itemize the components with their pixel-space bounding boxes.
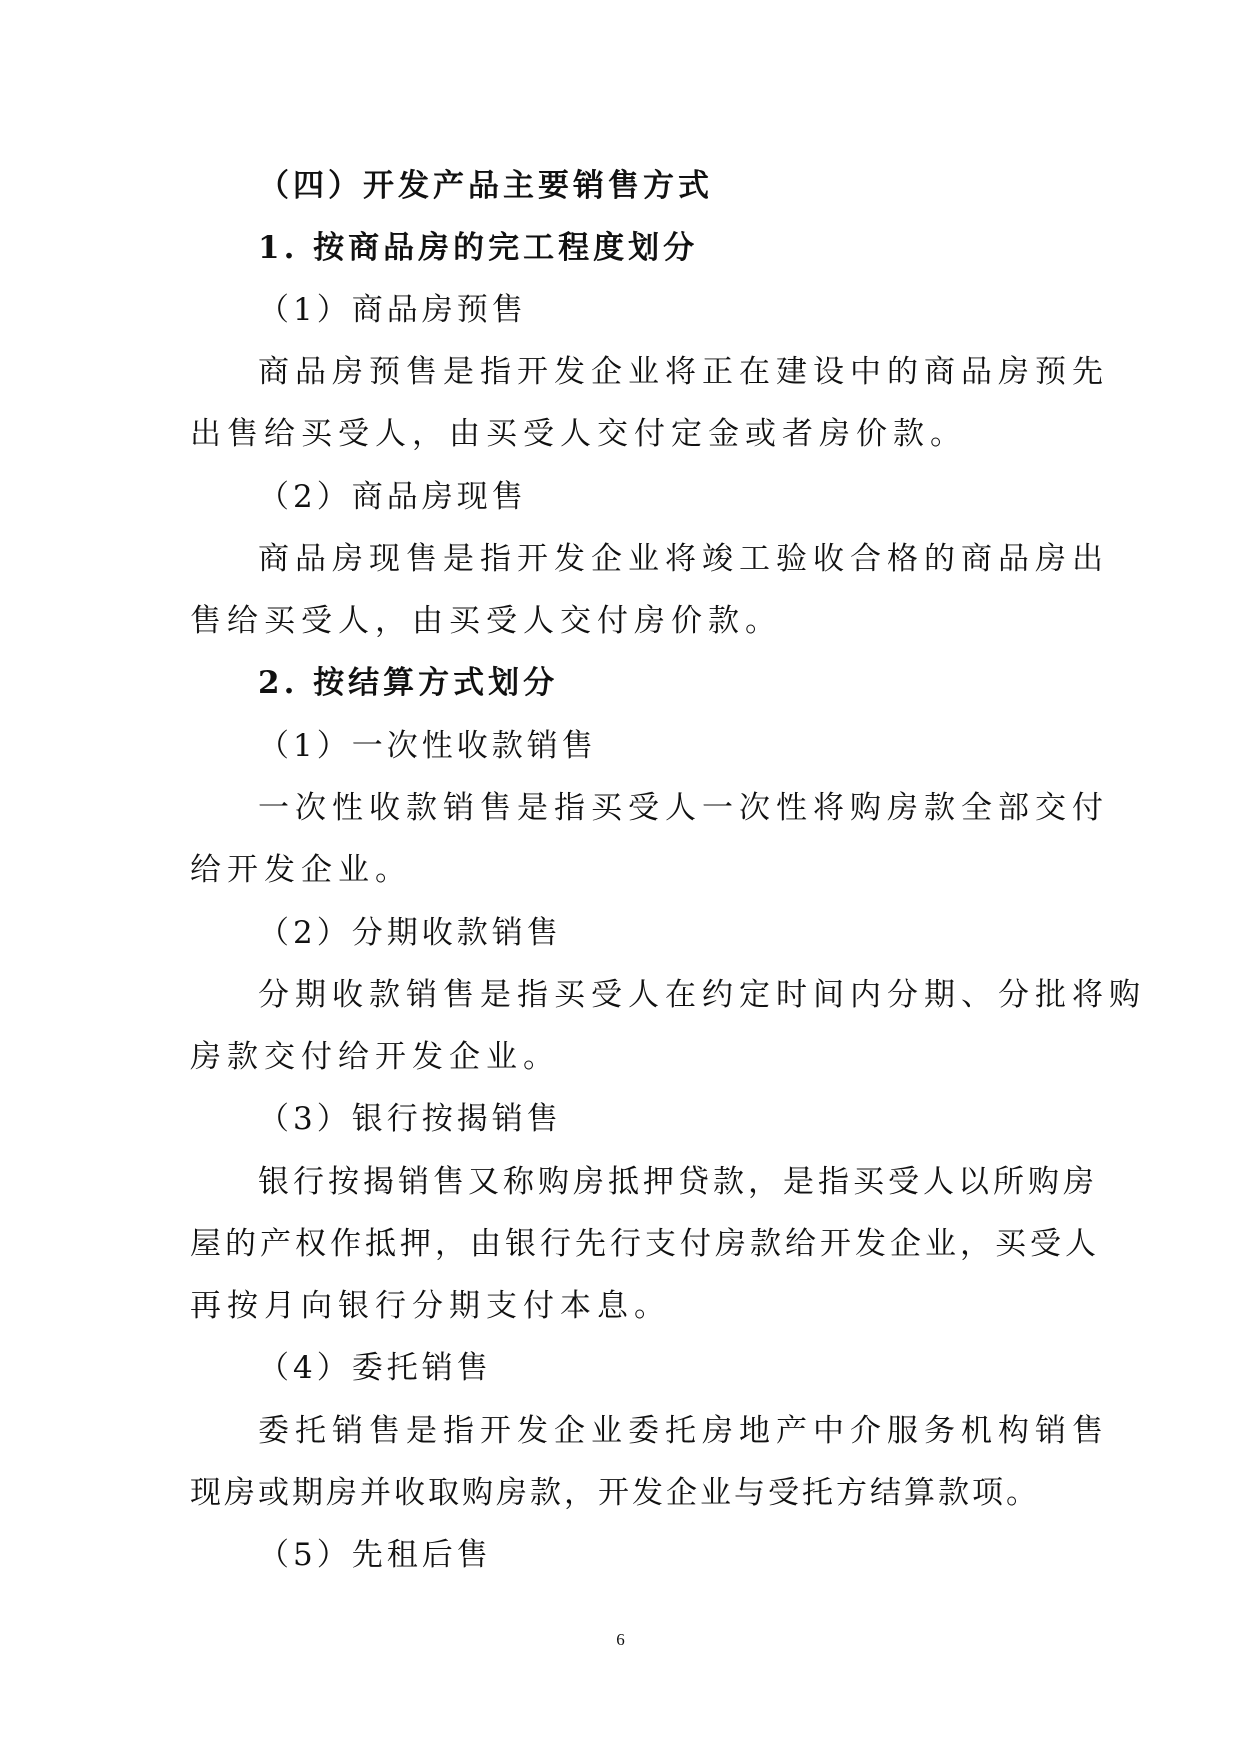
part2-item5-title: （5）先租后售 xyxy=(258,1537,492,1573)
paragraph-line: 银行按揭销售又称购房抵押贷款，是指买受人以所购房 xyxy=(258,1164,1098,1200)
paragraph-line: 一次性收款销售是指买受人一次性将购房款全部交付 xyxy=(258,790,1109,826)
paragraph-line: 房款交付给开发企业。 xyxy=(190,1039,560,1075)
part2-heading: 2. 按结算方式划分 xyxy=(258,665,559,701)
paragraph-line: 给开发企业。 xyxy=(190,852,412,888)
part1-item1-title: （1）商品房预售 xyxy=(258,292,527,328)
part2-item2-title: （2）分期收款销售 xyxy=(258,915,562,951)
page-number: 6 xyxy=(616,1630,625,1649)
paragraph-line: 委托销售是指开发企业委托房地产中介服务机构销售 xyxy=(258,1413,1109,1449)
paragraph-line: 售给买受人，由买受人交付房价款。 xyxy=(190,603,782,639)
section-heading: （四）开发产品主要销售方式 xyxy=(258,168,713,204)
paragraph-line: 出售给买受人，由买受人交付定金或者房价款。 xyxy=(190,416,967,452)
paragraph-line: 商品房预售是指开发企业将正在建设中的商品房预先 xyxy=(258,354,1109,390)
paragraph-line: 现房或期房并收取购房款，开发企业与受托方结算款项。 xyxy=(190,1475,1040,1511)
part2-item3-title: （3）银行按揭销售 xyxy=(258,1101,562,1137)
paragraph-line: 分期收款销售是指买受人在约定时间内分期、分批将购 xyxy=(258,977,1146,1013)
part2-item4-title: （4）委托销售 xyxy=(258,1350,492,1386)
paragraph-line: 再按月向银行分期支付本息。 xyxy=(190,1288,671,1324)
paragraph-line: 商品房现售是指开发企业将竣工验收合格的商品房出 xyxy=(258,541,1109,577)
part1-item2-title: （2）商品房现售 xyxy=(258,479,527,515)
part1-heading: 1. 按商品房的完工程度划分 xyxy=(258,230,699,266)
paragraph-line: 屋的产权作抵押，由银行先行支付房款给开发企业，买受人 xyxy=(190,1226,1100,1262)
part2-item1-title: （1）一次性收款销售 xyxy=(258,728,597,764)
